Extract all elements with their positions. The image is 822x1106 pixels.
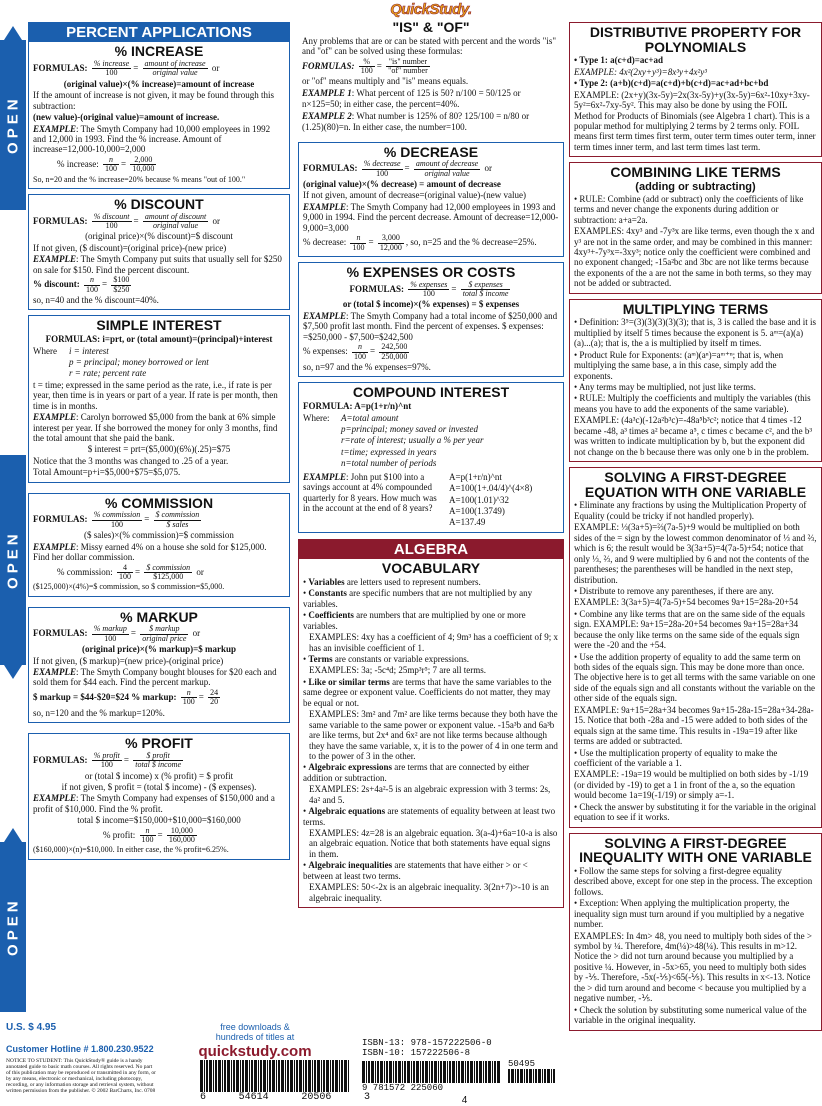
barcode-bar: [488, 1061, 491, 1083]
algebra-header: ALGEBRA: [299, 540, 563, 559]
combining-subtitle: (adding or subtracting): [635, 181, 756, 193]
barcode-bar: [344, 1060, 347, 1092]
vocabulary-item: EXAMPLES: 4z=28 is an algebraic equation. 3(a-4)+6a=10-a is also an algebraic equation. Notice that both statements have equal signs in them.: [309, 828, 558, 859]
barcode-bar: [371, 1061, 374, 1083]
arrow-up-icon: [4, 828, 22, 842]
barcode-bar: [263, 1060, 266, 1092]
barcode-bar: [285, 1060, 286, 1092]
compound-interest-section: COMPOUND INTEREST FORMULA: A=p(1+r/n)^nt Where: A=total amount p=principal; money saved or invested r=rate of interest; usually a % per year t=time; expressed in years n=total number of periods EXAMPLE: John put $100 into a savings account at 4% compounded quarterly for 8 years. How much was in the account at the end of 8 years? A=p(1+r/n)^nt A=100(1+.04/4)^(4×8) A=100(1.01)^32 A=100(1.3749) A=137.49: [298, 382, 564, 533]
barcode-bar: [375, 1061, 376, 1083]
open-band-middle: [0, 455, 26, 665]
barcode-bar: [497, 1061, 500, 1083]
barcode-bar: [447, 1061, 448, 1083]
step-item: EXAMPLE: -19a=19 would be multiplied on both sides by -1/19 (or divided by -19) to get a 1 in front of the a, so the equation would become 1a=19(-1/19) or simply a=-1.: [574, 769, 809, 801]
barcode-bar: [314, 1060, 316, 1092]
barcode-bar: [362, 1061, 365, 1083]
barcode-bar: [402, 1061, 403, 1083]
barcode-bar: [218, 1060, 221, 1092]
barcode-bar: [386, 1061, 388, 1083]
combining-title: COMBINING LIKE TERMS: [610, 164, 781, 181]
page-number: 4: [461, 1094, 468, 1106]
distributive-section: DISTRIBUTIVE PROPERTY FOR POLYNOMIALS • Type 1: a(c+d)=ac+ad EXAMPLE: 4x²(2xy+y³)=8x³y+4x²y³ • Type 2: (a+b)(c+d)=a(c+d)+b(c+d)=ac+ad+bc+bd EXAMPLE: (2x+y)(3x-5y)=2x(3x-5y)+y(3x-5y)=6x²-10xy+3xy-5y²=6x²-7xy-5y². This may also be done by using the FOIL Method for Products of Binomials (see Algebra 1 chart). This is a popular method for multiplying 2 terms by 2 terms only. FOIL means first term times first term, outer term times outer term, inner term times inner term, and last term times last term.: [569, 22, 822, 157]
barcode-bar: [200, 1060, 203, 1092]
arrow-down-icon: [4, 665, 22, 679]
barcode-bar: [425, 1061, 428, 1083]
barcode-bar: [233, 1060, 235, 1092]
barcode-bar: [467, 1061, 469, 1083]
column-percent: [28, 0, 290, 865]
barcode-bar: [305, 1060, 307, 1092]
barcode-bar: [456, 1061, 457, 1083]
isbn-barcode: ISBN-13: 978-157222506-0 ISBN-10: 157222506-8 50495 9 781572 225060 4: [362, 1038, 567, 1106]
vocabulary-item: • Algebraic inequalities are statements that have either > or < between at least two terms.: [303, 860, 528, 881]
vocabulary-title: VOCABULARY: [381, 560, 481, 577]
barcode-bar: [492, 1061, 493, 1083]
barcode-bar: [440, 1061, 442, 1083]
barcode-bar: [434, 1061, 437, 1083]
open-band-top: [0, 40, 26, 210]
inequality-steps: [574, 866, 817, 1026]
equation-title: SOLVING A FIRST-DEGREE EQUATION WITH ONE VARIABLE: [584, 469, 807, 500]
barcode-bar: [407, 1061, 410, 1083]
barcode-bar: [276, 1060, 277, 1092]
barcode-bar: [321, 1060, 322, 1092]
barcode-bar: [335, 1060, 338, 1092]
barcode-bar: [517, 1069, 519, 1083]
vocabulary-item: • Like or similar terms are terms that have the same variables to the same degree or exponent value. Coefficients do not matter, they may be equal or not.: [303, 676, 552, 708]
step-item: • Combine any like terms that are on the same side of the equals sign. EXAMPLE: 9a+15=28a-20+54 becomes 9a+15=28a+34 because the only like terms on the same side of the equals sign were the -20 and the +54.: [574, 608, 805, 651]
upc-bars: [200, 1060, 370, 1092]
barcode-bar: [326, 1060, 329, 1092]
barcode-bar: [422, 1061, 424, 1083]
percent-applications-section: PERCENT APPLICATIONS % INCREASE FORMULAS: $\frac{\text{\% increase}}{100}$ = $\frac{\text{amount of increase}}{\text{original value}}$ or (original value)×(% increase)=amount of increase If the amount of increase is not given, it may be found through this subtraction: (new value)-(original value)=amount of increase. EXAMPLE: The Smyth Company had 10,000 employees in 1992 and 12,000 in 1993. Find the % increase. Amount of increase=12,000-10,000=2,000 % increase: $\frac{n}{100}$ = $\frac{2,000}{10,000}$ So, n=20 and the % increase=20% because % means "out of 100.": [28, 22, 290, 189]
distributive-title: DISTRIBUTIVE PROPERTY FOR POLYNOMIALS: [589, 24, 802, 55]
barcode-bar: [485, 1061, 487, 1083]
column-middle: [298, 0, 564, 913]
barcode-bar: [296, 1060, 298, 1092]
barcode-bar: [529, 1069, 532, 1083]
barcode-bar: [508, 1069, 510, 1083]
barcode-bar: [222, 1060, 223, 1092]
barcode-bar: [281, 1060, 284, 1092]
barcode-bar: [511, 1069, 514, 1083]
barcode-bar: [515, 1069, 516, 1083]
step-item: EXAMPLES: In 4m> 48, you need to multiply both sides of the > symbol by ¼. Therefore, 4m(¼)>48(¼). This results in m>12. Notice the > did not turn around because you multiplied by a positive ¼. However, in -5x>65, you need to multiply both sides by -⅕. Therefore, -5x(-⅕)<65(-⅕). This results in x<-13. Notice the > did turn around and become < because you multiplied by a negative number, -⅕.: [574, 930, 812, 1004]
step-item: • Check the answer by substituting it for the variable in the original equation to see if it works.: [574, 801, 817, 823]
profit-title: % PROFIT: [125, 735, 193, 752]
barcode-bar: [348, 1060, 349, 1092]
open-band-bottom: [0, 842, 26, 1012]
barcode-bar: [413, 1061, 415, 1083]
inequality-title: SOLVING A FIRST-DEGREE INEQUALITY WITH ONE VARIABLE: [579, 834, 812, 866]
vocabulary-item: EXAMPLES: 2s+4a²-5 is an algebraic expression with 3 terms: 2s, 4a² and 5.: [309, 784, 551, 805]
ean-bars: [362, 1061, 502, 1083]
vocabulary-item: • Algebraic equations are statements of equality between at least two terms.: [303, 806, 556, 827]
barcode-bar: [299, 1060, 302, 1092]
barcode-bar: [209, 1060, 212, 1092]
barcode-bar: [377, 1061, 379, 1083]
barcode-bar: [544, 1069, 546, 1083]
first-degree-inequality-section: [569, 833, 822, 1031]
barcode-bar: [389, 1061, 392, 1083]
barcode-bar: [339, 1060, 340, 1092]
vocabulary-item: • Variables are letters used to represent numbers.: [303, 576, 481, 587]
barcode-bar: [308, 1060, 311, 1092]
barcode-bar: [206, 1060, 208, 1092]
step-item: • Use the multiplication property of equality to make the coefficient of the variable a 1.: [574, 747, 778, 768]
barcode-bar: [479, 1061, 482, 1083]
barcode-bar: [429, 1061, 430, 1083]
first-degree-equation-section: [569, 467, 822, 828]
vocabulary-list: [303, 577, 559, 903]
barcode-bar: [380, 1061, 383, 1083]
section-header: PERCENT APPLICATIONS: [29, 23, 289, 42]
is-of-title: "IS" & "OF": [392, 19, 470, 35]
barcode-bar: [416, 1061, 419, 1083]
quickstudy-logo: QuickStudy.: [390, 1, 472, 18]
barcode-bar: [204, 1060, 205, 1092]
barcode-bar: [330, 1060, 331, 1092]
vocabulary-item: EXAMPLES: 3m² and 7m² are like terms because they both have the same variable to the same power or exponent value. -15a³b and 6a³b are like terms, but 2x⁴ and 6x² are not like terms because although they have the same variable, x, it is to the power of 4 in one term and to the power of 3 in the other.: [309, 709, 558, 761]
barcode-bar: [249, 1060, 250, 1092]
column-right: [569, 0, 822, 1036]
vocabulary-item: • Algebraic expressions are terms that are connected by either addition or subtraction.: [303, 762, 530, 783]
price: U.S. $ 4.95: [6, 1022, 57, 1033]
simple-interest-section: SIMPLE INTEREST FORMULAS: i=prt, or (total amount)=(principal)+interest Where i = interest p = principal; money borrowed or lent r = rate; percent rate t = time; expressed in the same period as the rate, i.e., if rate is per year, then time is in years or part of a year. If rate is per month, then time is in months. EXAMPLE: Carolyn borrowed $5,000 from the bank at 6% simple interest per year. If she borrowed the money for only 3 months, find the total amount that she paid the bank. $ interest = prt=($5,000)(6%)(.25)=$75 Notice that the 3 months was changed to .25 of a year. Total Amount=p+i=$5,000+$75=$5,075.: [28, 315, 290, 482]
commission-section: % COMMISSION FORMULAS: $\frac{\text{\% commission}}{100}$ = $\frac{\text{\$ commission}}{\text{\$ sales}}$ ($ sales)×(% commission)=$ commission EXAMPLE: Missy earned 4% on a house she sold for $125,000. Find her dollar commission. % commission: $\frac{4}{100}$ = $\frac{\text{\$ commission}}{\$125,000}$ or ($125,000)×(4%)=$ commission, so $ commission=$5,000.: [28, 493, 290, 597]
vocabulary-item: EXAMPLES: 3a; -5c⁴d; 25mp³r⁵; 7 are all terms.: [309, 665, 486, 676]
open-label: OPEN: [4, 95, 22, 155]
equation-steps: [574, 500, 817, 822]
barcode-bar: [341, 1060, 343, 1092]
barcode-bar: [236, 1060, 239, 1092]
barcode-bar: [443, 1061, 446, 1083]
barcode-bar: [260, 1060, 262, 1092]
barcode-bar: [384, 1061, 385, 1083]
customer-hotline: Customer Hotline # 1.800.230.9522: [6, 1043, 154, 1054]
step-item: • Check the solution by substituting some numerical value of the variable in the original inequality.: [574, 1004, 807, 1026]
barcode-bar: [461, 1061, 464, 1083]
barcode-bar: [551, 1069, 552, 1083]
barcode-bar: [420, 1061, 421, 1083]
is-of-section: "IS" & "OF" Any problems that are or can be stated with percent and the words "is" and "of" can be solved using these formulas: FORMULAS: $\frac{\%}{100}$ = $\frac{\text{"is" number}}{\text{"of" number}}$ or "of" means multiply and "is" means equals. EXAMPLE 1: What percent of 125 is 50? n/100 = 50/125 or n×125=50; in either case, the percent=40%. EXAMPLE 2: What number is 125% of 80? 125/100 = n/80 or (1.25)(80)=n. In either case, the number=100.: [298, 20, 564, 137]
step-item: • Follow the same steps for solving a first-degree equality described above, except for one step in the process. The exception follows.: [574, 865, 813, 897]
barcode-bar: [312, 1060, 313, 1092]
vocabulary-item: • Coefficients are numbers that are multiplied by one or more variables.: [303, 610, 526, 631]
profit-section: % PROFIT FORMULAS: $\frac{\text{\% profit}}{100}$ = $\frac{\text{\$ profit}}{\text{total \$ income}}$ or (total $ income) x (% profit) = $ profit if not given, $ profit = (total $ income) - ($ expenses). EXAMPLE: The Smyth Company had expenses of $150,000 and a profit of $10,000. Find the % profit. total $ income=$150,000+$10,000=$160,000 % profit: $\frac{n}{100}$ = $\frac{10,000}{160,000}$ ($160,000)×(n)=$10,000. In either case, the % profit=6.25%.: [28, 733, 290, 860]
barcode-bar: [317, 1060, 320, 1092]
discount-section: % DISCOUNT FORMULAS: $\frac{\text{\% discount}}{100}$ = $\frac{\text{amount of discount}}{\text{original value}}$ or (original price)×(% discount)=$ discount If not given, ($ discount)=(original price)-(new price) EXAMPLE: The Smyth Company put suits that usually sell for $250 on sale for $150. Find the percent discount. % discount: $\frac{n}{100}$ = $\frac{\$100}{\$250}$ so, n=40 and the % discount=40%.: [28, 194, 290, 310]
barcode-bar: [398, 1061, 401, 1083]
vocabulary-item: • Terms are constants or variable expressions.: [303, 654, 470, 665]
step-item: • Exception: When applying the multiplication property, the inequality sign must turn around if you multiplied by a negative number.: [574, 898, 804, 930]
barcode-bar: [240, 1060, 241, 1092]
vocabulary-item: EXAMPLES: 50<-2x is an algebraic inequality. 3(2n+7)>-10 is an algebraic inequality.: [309, 882, 549, 903]
barcode-bar: [242, 1060, 244, 1092]
open-label: OPEN: [4, 897, 22, 957]
barcode-bar: [520, 1069, 523, 1083]
barcode-bar: [269, 1060, 271, 1092]
barcode-bar: [542, 1069, 543, 1083]
barcode-bar: [393, 1061, 394, 1083]
barcode-bar: [553, 1069, 555, 1083]
barcode-bar: [438, 1061, 439, 1083]
barcode-bar: [404, 1061, 406, 1083]
barcode-bar: [294, 1060, 295, 1092]
step-item: EXAMPLE: 3(3a+5)=4(7a-5)+54 becomes 9a+15=28a-20+54: [574, 597, 799, 608]
barcode-bar: [303, 1060, 304, 1092]
arrow-up-icon: [4, 26, 22, 40]
barcode-bar: [231, 1060, 232, 1092]
barcode-bar: [538, 1069, 541, 1083]
increase-title: % INCREASE: [114, 43, 204, 60]
barcode-bar: [215, 1060, 217, 1092]
open-label: OPEN: [4, 530, 22, 590]
algebra-section: [298, 539, 564, 908]
simple-interest-title: SIMPLE INTEREST: [96, 317, 222, 334]
footer-website: free downloads & hundreds of titles at quickstudy.com: [190, 1022, 320, 1060]
barcode-bar: [272, 1060, 275, 1092]
barcode-bar: [494, 1061, 496, 1083]
website-link[interactable]: quickstudy.com: [198, 1042, 312, 1060]
barcode-bar: [524, 1069, 525, 1083]
barcode-bar: [368, 1061, 370, 1083]
decrease-section: % DECREASE FORMULAS: $\frac{\text{\% decrease}}{100}$ = $\frac{\text{amount of decrease}}{\text{original value}}$ or (original value)×(% decrease) = amount of decrease If not given, amount of decrease=(original value)-(new value) EXAMPLE: The Smyth Company had 12,000 employees in 1993 and 9,000 in 1994. Find the percent decrease. Amount of decrease=12,000-9,000=3,000 % decrease: $\frac{n}{100}$ = $\frac{3,000}{12,000}$ , so, n=25 and the % decrease=25%.: [298, 142, 564, 257]
barcode-bar: [533, 1069, 534, 1083]
barcode-bar: [476, 1061, 478, 1083]
price-bars: [508, 1069, 558, 1083]
barcode-bar: [245, 1060, 248, 1092]
barcode-bar: [287, 1060, 289, 1092]
decrease-title: % DECREASE: [383, 143, 479, 160]
barcode-bar: [431, 1061, 433, 1083]
barcode-bar: [323, 1060, 325, 1092]
barcode-bar: [526, 1069, 528, 1083]
step-item: • Distribute to remove any parentheses, if there are any.: [574, 585, 774, 596]
barcode-bar: [213, 1060, 214, 1092]
markup-section: % MARKUP FORMULAS: $\frac{\text{\% markup}}{100}$ = $\frac{\text{\$ markup}}{\text{original price}}$ or (original price)×(% markup)=$ markup If not given, ($ markup)=(new price)-(original price) EXAMPLE: The Smyth Company bought blouses for $20 each and sold them for $44 each. Find the percent markup. $ markup = $44-$20=$24 % markup: $\frac{n}{100}$ = $\frac{24}{20}$ so, n=120 and the % markup=120%.: [28, 607, 290, 723]
barcode-bar: [332, 1060, 334, 1092]
vocabulary-item: • Constants are specific numbers that are not multiplied by any variables.: [303, 588, 533, 609]
barcode-bar: [278, 1060, 280, 1092]
barcode-bar: [458, 1061, 460, 1083]
compound-title: COMPOUND INTEREST: [352, 384, 510, 401]
barcode-bar: [395, 1061, 397, 1083]
discount-title: % DISCOUNT: [114, 195, 204, 212]
barcode-bar: [227, 1060, 230, 1092]
step-item: • Use the addition property of equality to add the same term on both sides of the equals sign. This may be done more than once. The objective here is to get all terms with the same variable on one side of the equals sign and all constants without the variable on the other side of the equals sign.: [574, 651, 816, 704]
multiplying-title: MULTIPLYING TERMS: [622, 300, 769, 317]
barcode-bar: [254, 1060, 257, 1092]
upc-barcode: 6 54614 20506 3: [200, 1060, 370, 1104]
barcode-bar: [474, 1061, 475, 1083]
barcode-bar: [411, 1061, 412, 1083]
barcode-bar: [366, 1061, 367, 1083]
barcode-bar: [547, 1069, 550, 1083]
barcode-bar: [470, 1061, 473, 1083]
combining-section: COMBINING LIKE TERMS (adding or subtracting) • RULE: Combine (add or subtract) only the coefficients of like terms and never change the exponents during addition or subtraction: a+a=2a. EXAMPLES: 4xy³ and -7y³x are like terms, even though the x and y³ are not in the same order, and may be combined in this manner: 4xy³+-7y³x=-3xy³; notice only the coefficient were combined and no exponent changed; -15a²bc and 3bc are not like terms because the exponents of the a are not the same in both terms, so they may not be added or subtracted.: [569, 162, 822, 293]
commission-title: % COMMISSION: [104, 494, 214, 511]
markup-title: % MARKUP: [120, 608, 198, 625]
barcode-bar: [224, 1060, 226, 1092]
copyright-notice: NOTICE TO STUDENT: This QuickStudy® guide is a handy annotated guide to basic math courses. All rights reserved. No part of this publication may be reproduced or transmitted in any form, or by any means, electronic or mechanical, including photocopy, recording, or any information storage and retrieval system, without written permission from the publisher. © 2002 BarCharts, Inc. 0708: [6, 1058, 156, 1095]
barcode-bar: [267, 1060, 268, 1092]
barcode-bar: [449, 1061, 451, 1083]
barcode-bar: [483, 1061, 484, 1083]
barcode-bar: [452, 1061, 455, 1083]
step-item: EXAMPLE: ⅓(3a+5)=⅔(7a-5)+9 would be multiplied on both sides of the = sign by the lowest common denominator of ⅓ and ⅔, which is 6; the result would be 3(3a+5)=4(7a-5)+54; notice that only ⅓, ⅔, and 9 were multiplied by 6 and not the contents of the parentheses; the parentheses will be handled in the next step, distribution.: [574, 522, 817, 585]
barcode-bar: [535, 1069, 537, 1083]
expenses-title: % EXPENSES OR COSTS: [346, 263, 516, 280]
vocabulary-item: EXAMPLES: 4xy has a coefficient of 4; 9m³ has a coefficient of 9; x has an invisible coefficient of 1.: [309, 632, 559, 653]
barcode-bar: [251, 1060, 253, 1092]
barcode-bar: [258, 1060, 259, 1092]
step-item: • Eliminate any fractions by using the Multiplication Property of Equality (could be tricky if not handled properly).: [574, 500, 807, 521]
barcode-bar: [290, 1060, 293, 1092]
barcode-bar: [465, 1061, 466, 1083]
expenses-section: % EXPENSES OR COSTS FORMULAS: $\frac{\text{\% expenses}}{100}$ = $\frac{\text{\$ expenses}}{\text{total \$ income}}$ or (total $ income)×(% expenses) = $ expenses EXAMPLE: The Smyth Company had a total income of $250,000 and $7,500 profit last month. Find the percent of expenses. $ expenses: =$250,000 - $7,500=$242,500 % expenses: $\frac{n}{100}$ = $\frac{242,500}{250,000}$ so, n=97 and the % expenses=97%.: [298, 262, 564, 377]
step-item: EXAMPLE: 9a+15=28a+34 becomes 9a+15-28a-15=28a+34-28a-15. Notice that both -28a and -15 were added to both sides of the equals sign at the same time. This results in -19a=19 after like terms are added or subtracted.: [574, 704, 814, 747]
multiplying-section: MULTIPLYING TERMS • Definition: 3⁵=(3)(3)(3)(3)(3); that is, 3 is called the base and it is multiplied by itself 5 times because the exponent is 5. aᵐ=(a)(a)(a)...(a); that is, the a is multiplied by itself m times. • Product Rule for Exponents: (aᵐ)(aⁿ)=aᵐ⁺ⁿ; that is, when multiplying the same base, a in this case, simply add the exponents. • Any terms may be multiplied, not just like terms. • RULE: Multiply the coefficients and multiply the variables (this means you have to add the exponents of the same variable). EXAMPLE: (4a³c)(-12a²b³c)=-48a⁵b³c²; notice that 4 times -12 became -48, a³ times a² became a⁵, c times c became c², and the b³ was written to indicate multiplication by b, but the exponent did not change on the b because there was only one b in the problem.: [569, 299, 822, 462]
